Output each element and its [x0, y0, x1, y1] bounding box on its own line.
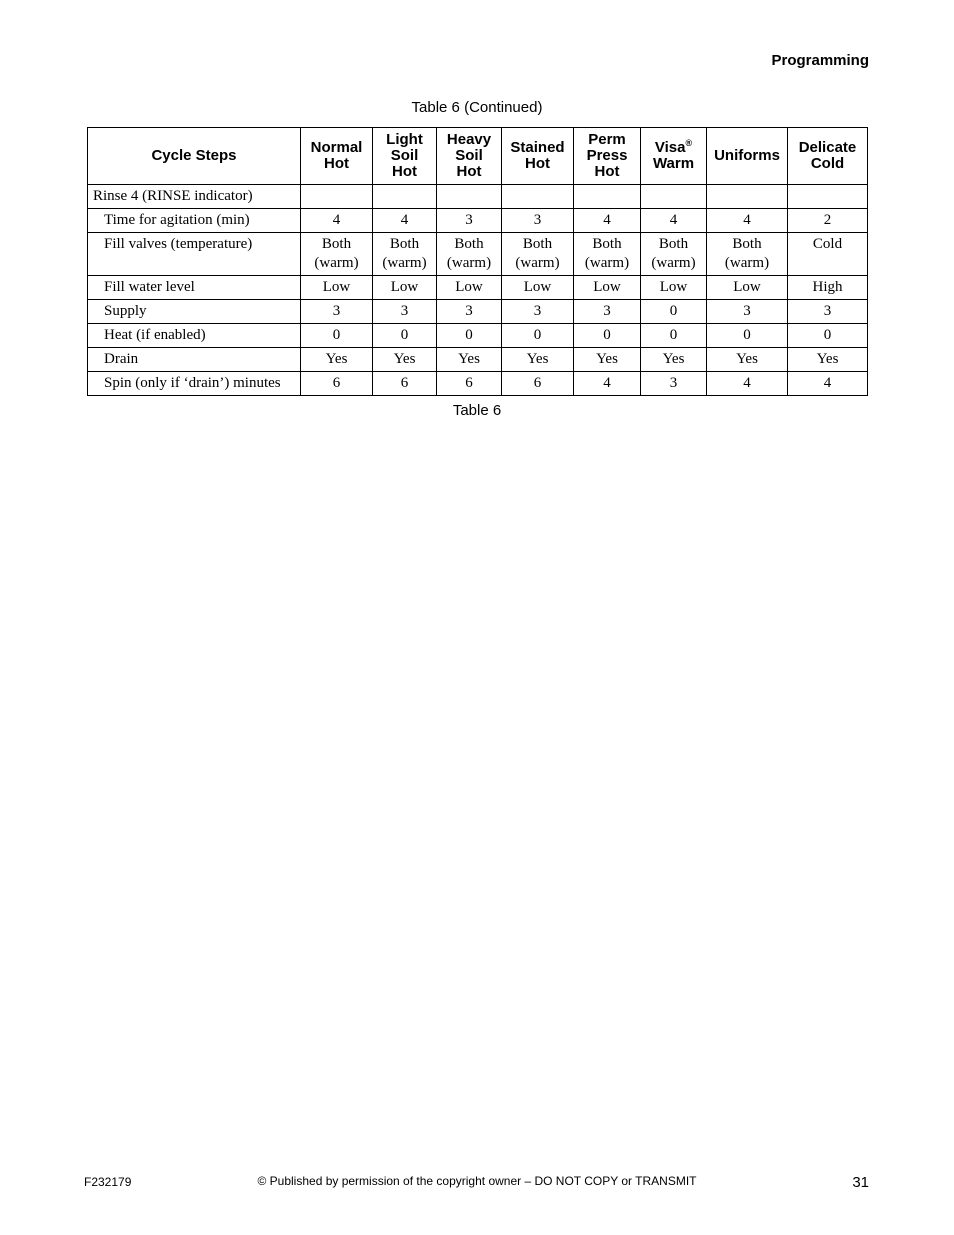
column-header-line: Heavy	[446, 131, 492, 148]
cell-line: (warm)	[446, 255, 492, 271]
table-cell: Low	[502, 276, 574, 300]
table-cell	[373, 233, 437, 276]
table-cell: Low	[707, 276, 788, 300]
table-cell: 4	[574, 372, 641, 396]
table-cell	[301, 233, 373, 276]
column-header-line: Normal	[310, 139, 363, 156]
table-cell: 0	[373, 324, 437, 348]
table-cell: 4	[707, 372, 788, 396]
column-header-line: Hot	[324, 155, 349, 172]
column-header-line: Uniforms	[714, 147, 780, 164]
table-row	[88, 348, 868, 372]
cell-line: Both	[592, 236, 622, 252]
table-cell: Yes	[502, 348, 574, 372]
column-header-line: Soil	[455, 147, 483, 164]
table-cell: Low	[574, 276, 641, 300]
cell-line: Cold	[812, 236, 843, 252]
table-cell: 0	[788, 324, 868, 348]
empty-cell	[502, 185, 574, 209]
column-header	[574, 128, 641, 185]
cycle-steps-table	[87, 127, 868, 396]
empty-cell	[707, 185, 788, 209]
row-label: Supply	[88, 300, 301, 324]
column-header-line: Warm	[652, 155, 695, 172]
column-header-line: Hot	[594, 163, 620, 180]
column-header-line: Delicate	[798, 139, 857, 156]
row-label: Heat (if enabled)	[88, 324, 301, 348]
table-cell: 2	[788, 209, 868, 233]
table-cell: Low	[373, 276, 437, 300]
empty-cell	[574, 185, 641, 209]
table-cell: 3	[437, 300, 502, 324]
table-cell: Yes	[641, 348, 707, 372]
table-cell: Yes	[437, 348, 502, 372]
group-label: Rinse 4 (RINSE indicator)	[88, 185, 301, 209]
column-header-line: Light	[386, 131, 423, 148]
table-cell: 3	[437, 209, 502, 233]
cell-line: Both	[389, 236, 420, 252]
table-cell: 4	[373, 209, 437, 233]
column-header-line: Hot	[525, 155, 550, 172]
empty-cell	[788, 185, 868, 209]
table-cell: 0	[437, 324, 502, 348]
table-cell: Yes	[373, 348, 437, 372]
table-cell	[437, 233, 502, 276]
table-row	[88, 233, 868, 276]
table-cell: 3	[574, 300, 641, 324]
column-header-line: Press	[586, 147, 628, 164]
table-caption-top: Table 6 (Continued)	[411, 99, 543, 116]
table-cell: 0	[301, 324, 373, 348]
row-label: Spin (only if ‘drain’) minutes	[88, 372, 301, 396]
table-cell: 3	[641, 372, 707, 396]
table-cell: Yes	[574, 348, 641, 372]
row-label: Fill valves (temperature)	[88, 233, 301, 276]
table-cell: 3	[301, 300, 373, 324]
column-header-line: Soil	[390, 147, 419, 164]
column-header	[788, 128, 868, 185]
table-row	[88, 324, 868, 348]
table-cell: 0	[641, 300, 707, 324]
column-header	[502, 128, 574, 185]
table-cell: 3	[707, 300, 788, 324]
table-cell: 6	[301, 372, 373, 396]
table-cell: Low	[437, 276, 502, 300]
section-title: Programming	[771, 52, 869, 69]
cell-line: (warm)	[314, 255, 359, 271]
cell-line: (warm)	[724, 255, 770, 271]
table-row	[88, 300, 868, 324]
empty-cell	[301, 185, 373, 209]
table-cell: 6	[502, 372, 574, 396]
cell-line: (warm)	[584, 255, 630, 271]
table-cell: 6	[373, 372, 437, 396]
column-header-text: Visa	[654, 139, 686, 156]
table-cell: 3	[373, 300, 437, 324]
table-cell: 3	[502, 209, 574, 233]
table-cell: 6	[437, 372, 502, 396]
table-cell	[502, 233, 574, 276]
table-group-row	[88, 185, 868, 209]
table-cell	[574, 233, 641, 276]
column-header	[707, 128, 788, 185]
cell-line: Both	[732, 236, 762, 252]
cell-line: Both	[321, 236, 352, 252]
row-label: Drain	[88, 348, 301, 372]
cell-line: Both	[522, 236, 553, 252]
column-header	[301, 128, 373, 185]
row-label: Time for agitation (min)	[88, 209, 301, 233]
table-cell: Low	[641, 276, 707, 300]
table-cell: 0	[641, 324, 707, 348]
registered-mark: ®	[685, 138, 693, 148]
table-cell	[707, 233, 788, 276]
column-header	[373, 128, 437, 185]
table-cell: High	[788, 276, 868, 300]
copyright-notice: © Published by permission of the copyright owner – DO NOT COPY or TRANSMIT	[257, 1174, 697, 1188]
column-header	[641, 128, 707, 185]
table-row	[88, 276, 868, 300]
column-header-line	[641, 140, 706, 156]
table-cell: 4	[641, 209, 707, 233]
table-cell: 4	[788, 372, 868, 396]
cell-line: Both	[454, 236, 484, 252]
table-cell: 0	[707, 324, 788, 348]
table-cell: 0	[574, 324, 641, 348]
column-header-cycle-steps	[88, 128, 301, 185]
cell-line: (warm)	[382, 255, 427, 271]
cell-line: (warm)	[651, 255, 696, 271]
table-row	[88, 209, 868, 233]
column-header-line: Cycle Steps	[151, 147, 237, 164]
table-caption-bottom: Table 6	[452, 402, 502, 419]
column-header-line: Stained	[510, 139, 565, 156]
empty-cell	[437, 185, 502, 209]
page-number: 31	[852, 1174, 869, 1191]
table-cell: 3	[502, 300, 574, 324]
table-cell	[788, 233, 868, 276]
row-label: Fill water level	[88, 276, 301, 300]
column-header-line: Hot	[392, 163, 417, 180]
table-cell: Low	[301, 276, 373, 300]
cell-line: Both	[658, 236, 689, 252]
table-cell: Yes	[788, 348, 868, 372]
table-cell: 3	[788, 300, 868, 324]
table-cell: 0	[502, 324, 574, 348]
table-cell: Yes	[707, 348, 788, 372]
table-cell	[641, 233, 707, 276]
table-cell: 4	[574, 209, 641, 233]
table-header-row	[88, 128, 868, 185]
document-number: F232179	[84, 1175, 132, 1189]
column-header	[437, 128, 502, 185]
table-row	[88, 372, 868, 396]
empty-cell	[373, 185, 437, 209]
table-cell: 4	[301, 209, 373, 233]
empty-cell	[641, 185, 707, 209]
table-cell: 4	[707, 209, 788, 233]
column-header-line: Perm	[588, 131, 626, 148]
cell-line: (warm)	[515, 255, 560, 271]
column-header-line: Hot	[456, 163, 482, 180]
table-cell: Yes	[301, 348, 373, 372]
column-header-line: Cold	[810, 155, 845, 172]
